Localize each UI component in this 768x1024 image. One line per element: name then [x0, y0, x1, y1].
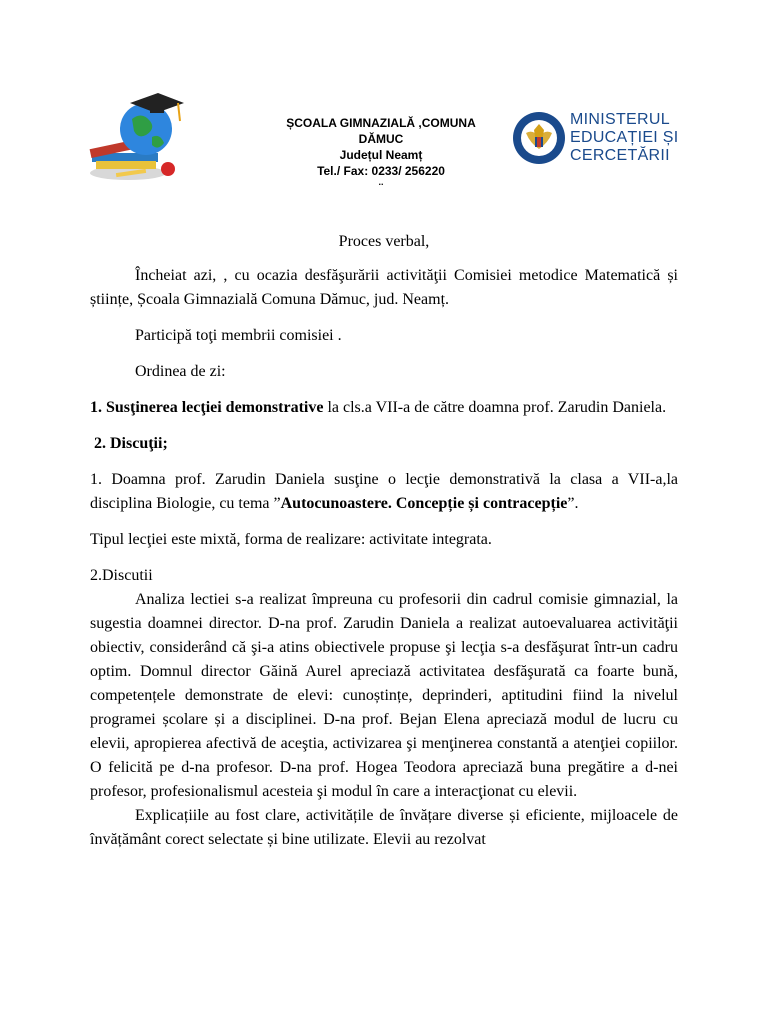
intro-paragraph: Încheiat azi, , cu ocazia desfăşurării activităţii Comisiei metodice Matematică și științe, Școala Gimnazială Comuna Dămuc, jud. Neamț.	[90, 267, 678, 308]
lesson-paragraph	[90, 468, 678, 516]
lesson-paragraph-end: ”.	[567, 495, 579, 512]
school-globe-logo	[88, 91, 184, 183]
ministry-line-1: MINISTERUL	[570, 111, 670, 128]
agenda-item-1	[90, 396, 678, 420]
school-name: ȘCOALA GIMNAZIALĂ ,COMUNA	[286, 116, 476, 130]
school-name-block	[284, 115, 478, 185]
agenda-item-1-rest: la cls.a VII-a de către doamna prof. Zarudin Daniela.	[323, 399, 667, 416]
school-county: Județul Neamț	[339, 148, 423, 162]
explanations-paragraph: Explicațiile au fost clare, activitățile de învățare diverse și eficiente, mijloacele de învățământ corect selectate și bine utilizate. Elevii au rezolvat	[90, 807, 678, 848]
agenda-label: Ordinea de zi:	[135, 363, 226, 380]
letterhead	[0, 85, 768, 195]
lesson-type-paragraph: Tipul lecţiei este mixtă, forma de realizare: activitate integrata.	[90, 531, 492, 548]
government-seal-icon	[512, 111, 566, 165]
agenda-item-1-bold: 1. Susţinerea lecţiei demonstrative	[90, 399, 324, 416]
analysis-paragraph: Analiza lectiei s-a realizat împreuna cu profesorii din cadrul comisie gimnazial, la sugestia doamnei director. D-na prof. Zarudin Daniela a realizat autoevaluarea activităţii obiectiv, considerând că şi-a atins obiectivele propuse şi lecţia s-a desfăşurat într-un cadru optim. Domnul director Găină Aurel apreciază activitatea desfăşurată ca foarte bună, competențele demonstrate de elevi: cunoștințe, deprinderi, aptitudini fiind la nivelul programei școlare și a disciplinei. D-na prof. Bejan Elena apreciază modul de lucru cu elevii, apropierea afectivă de aceştia, activizarea şi menţinerea constantă a atenţiei copiilor. O felicită pe d-na profesor. D-na prof. Hogea Teodora apreciază buna pregătire a d-nei profesor, profesionalismul acesteia şi modul în care a interacţionat cu elevii.	[90, 591, 678, 800]
participants-paragraph: Participă toţi membrii comisiei .	[135, 327, 342, 344]
discussion-heading: 2.Discutii	[90, 567, 153, 584]
ministry-name	[570, 111, 679, 165]
agenda-item-2-bold: 2. Discuţii;	[90, 435, 168, 452]
lesson-topic: Autocunoastere. Concepție și contracepție	[280, 495, 568, 512]
document-body	[90, 230, 678, 852]
document-title: Proces verbal,	[338, 233, 430, 250]
ministry-line-2: EDUCAȚIEI ȘI	[570, 129, 679, 146]
lesson-paragraph-start: 1. Doamna prof. Zarudin Daniela susţine o lecţie demonstrativă la clasa a VII-a,la disciplina Biologie, cu tema ”	[90, 471, 678, 512]
school-locality: DĂMUC	[358, 132, 404, 146]
ministry-line-3: CERCETĂRII	[570, 147, 670, 164]
school-phone: Tel./ Fax: 0233/ 256220	[317, 164, 445, 178]
ministry-logo	[512, 109, 682, 173]
school-extra: ..	[378, 177, 384, 187]
agenda-item-2	[90, 432, 678, 456]
